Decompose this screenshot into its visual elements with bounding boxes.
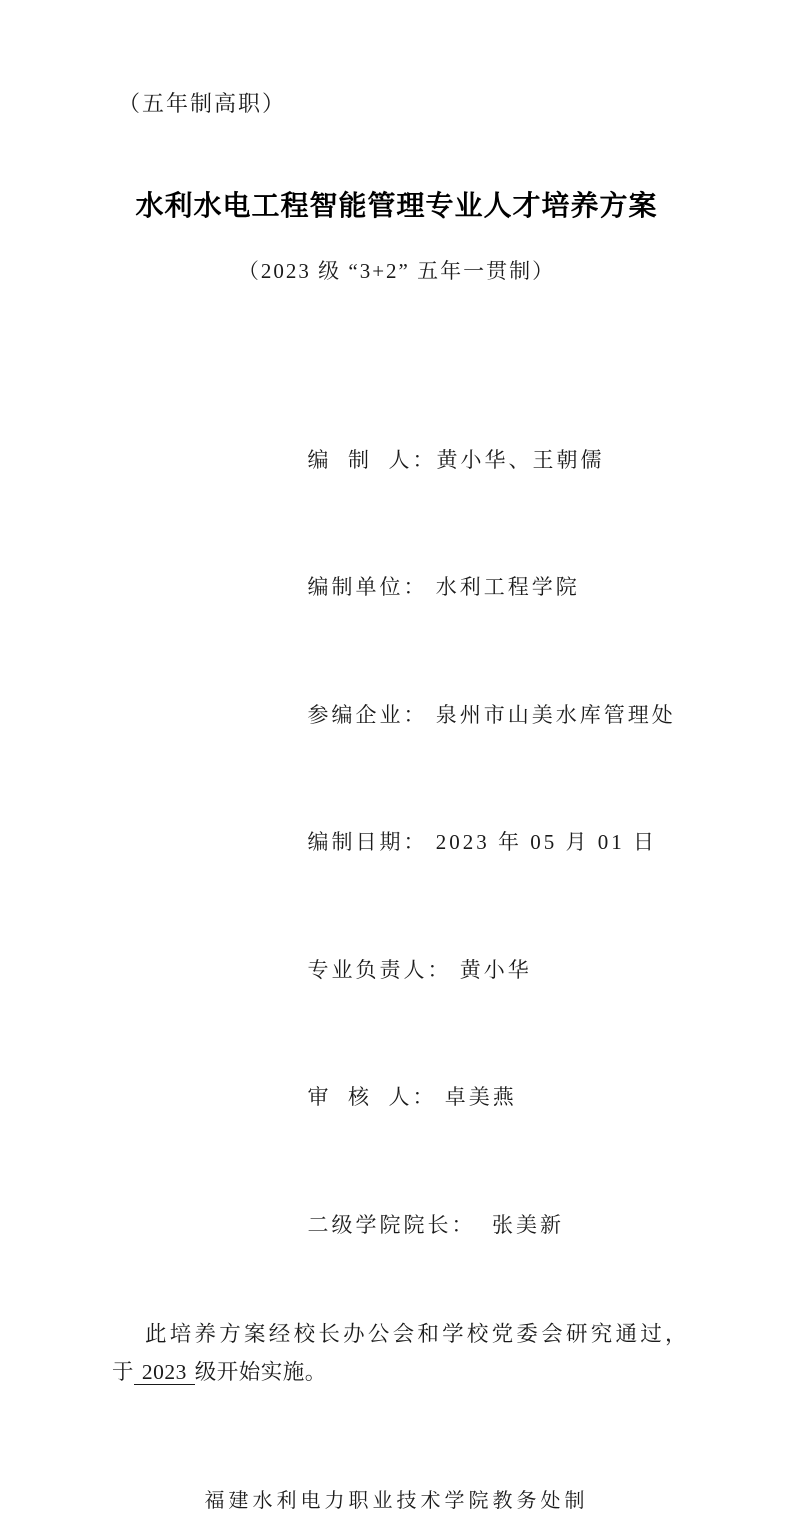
info-line-reviewer xyxy=(258,1034,793,1162)
info-line-program-leader xyxy=(258,906,793,1034)
info-label: 二级学院院长： xyxy=(307,1212,476,1237)
info-line-unit xyxy=(258,524,793,652)
info-value: 卓美燕 xyxy=(436,1085,517,1109)
info-line-compilers xyxy=(258,396,793,524)
approval-text-after: 级开始实施。 xyxy=(194,1359,327,1384)
approval-year-underlined: 2023 xyxy=(136,1359,193,1384)
info-value: 2023 年 05 月 01 日 xyxy=(427,830,657,854)
document-title: 水利水电工程智能管理专业人才培养方案 xyxy=(135,190,658,221)
program-type-label: （五年制高职） xyxy=(118,91,287,116)
info-value: 张美新 xyxy=(475,1212,564,1237)
info-line-partner-enterprise xyxy=(258,651,793,779)
info-value: 黄小华 xyxy=(451,957,532,982)
info-value: 水利工程学院 xyxy=(427,575,580,599)
info-line-dean xyxy=(258,1161,793,1289)
info-label: 编制单位： xyxy=(307,575,428,599)
issuing-department-line: 福建水利电力职业技术学院教务处制 xyxy=(204,1489,589,1512)
info-label: 编 制 人： xyxy=(307,447,437,472)
info-value: 泉州市山美水库管理处 xyxy=(427,702,676,727)
info-label: 参编企业： xyxy=(307,702,428,727)
info-label: 编制日期： xyxy=(307,830,428,854)
approval-text-before: 此培养方案经校长办公会和学校党委会研究通过，于 xyxy=(112,1321,687,1384)
info-label: 专业负责人： xyxy=(307,957,452,982)
approval-statement xyxy=(112,1315,687,1391)
document-info-block xyxy=(258,396,793,1289)
document-subtitle: （2023 级 “3+2” 五年一贯制） xyxy=(237,259,556,283)
info-label: 审 核 人： xyxy=(307,1085,437,1109)
info-value: 黄小华、王朝儒 xyxy=(436,447,605,472)
info-line-date xyxy=(258,779,793,907)
